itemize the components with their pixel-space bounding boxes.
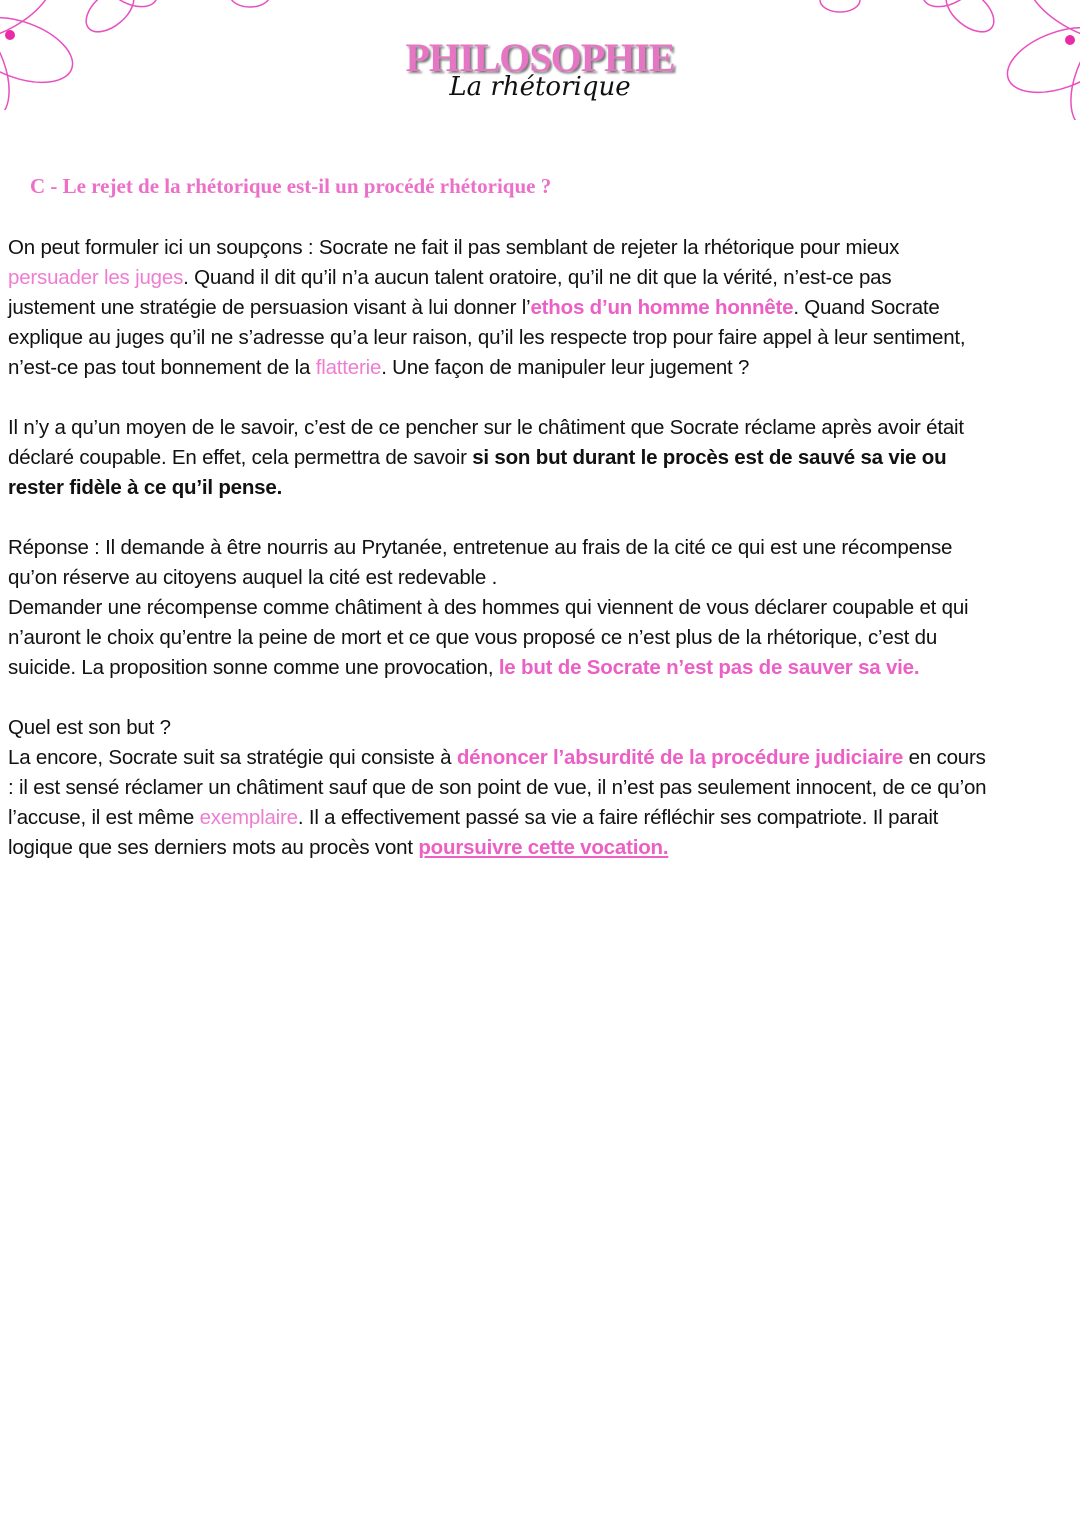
text-segment: . Il a effectivement passé sa vie a faire réfléchir ses compatriote. Il parait bbox=[297, 806, 939, 829]
text-line bbox=[8, 473, 1076, 503]
paragraph bbox=[8, 533, 1076, 683]
highlighted-text: le but de Socrate n’est pas de sauver sa vie. bbox=[498, 656, 920, 679]
text-segment: Réponse : Il demande à être nourris au Prytanée, entretenue au frais de la cité ce qui est une récompense bbox=[8, 536, 953, 559]
text-segment: logique que ses derniers mots au procès vont bbox=[8, 836, 419, 859]
text-line bbox=[8, 293, 1076, 323]
text-line bbox=[8, 443, 1076, 473]
text-segment: Quel est son but ? bbox=[8, 716, 171, 739]
text-line bbox=[8, 653, 1076, 683]
page-subtitle: La rhétorique bbox=[449, 72, 631, 102]
page-title: PHILOSOPHIE bbox=[405, 35, 675, 80]
text-segment: . Quand il dit qu’il n’a aucun talent oratoire, qu’il ne dit que la vérité, n’est-ce pas bbox=[183, 266, 892, 289]
paragraph-gap bbox=[8, 383, 1076, 413]
text-segment: La encore, Socrate suit sa stratégie qui consiste à bbox=[8, 746, 457, 769]
highlighted-text: exemplaire bbox=[199, 806, 298, 829]
text-segment: explique au juges qu’il ne s’adresse qu’a leur raison, qu’il les respecte trop pour faire appel à leur sentiment, bbox=[8, 326, 966, 349]
section-heading: C - Le rejet de la rhétorique est-il un procédé rhétorique ? bbox=[30, 174, 552, 198]
text-line bbox=[8, 743, 1076, 773]
text-line bbox=[8, 353, 1076, 383]
highlighted-text: si son but durant le procès est de sauvé sa vie ou bbox=[472, 446, 947, 469]
text-segment: déclaré coupable. En effet, cela permettra de savoir bbox=[8, 446, 473, 469]
highlighted-text: dénoncer l’absurdité de la procédure judiciaire bbox=[456, 746, 904, 769]
text-line bbox=[8, 533, 1076, 563]
paragraph-gap bbox=[8, 683, 1076, 713]
text-segment: Il n’y a qu’un moyen de le savoir, c’est de ce pencher sur le châtiment que Socrate réclame après avoir était bbox=[8, 416, 964, 439]
text-segment: qu’on réserve au citoyens auquel la cité est redevable . bbox=[8, 566, 498, 589]
text-line bbox=[8, 563, 1076, 593]
highlighted-text: ethos d’un homme honnête bbox=[530, 296, 794, 319]
text-segment: n’est-ce pas tout bonnement de la bbox=[8, 356, 316, 379]
text-line bbox=[8, 233, 1076, 263]
text-line bbox=[8, 323, 1076, 353]
text-segment: Demander une récompense comme châtiment à des hommes qui viennent de vous déclarer coupable et qui bbox=[8, 596, 969, 619]
text-line bbox=[8, 593, 1076, 623]
paragraph bbox=[8, 413, 1076, 503]
text-segment: On peut formuler ici un soupçons : Socrate ne fait il pas semblant de rejeter la rhétorique pour mieux bbox=[8, 236, 900, 259]
highlighted-text: rester fidèle à ce qu’il pense. bbox=[8, 476, 283, 499]
text-segment: . Quand Socrate bbox=[793, 296, 940, 319]
paragraph bbox=[8, 233, 1076, 383]
text-segment: justement une stratégie de persuasion visant à lui donner l’ bbox=[8, 296, 531, 319]
highlighted-text: persuader les juges bbox=[8, 266, 184, 289]
text-line bbox=[8, 263, 1076, 293]
text-line bbox=[8, 833, 1076, 863]
text-segment: en cours bbox=[903, 746, 986, 769]
highlighted-text: flatterie bbox=[315, 356, 382, 379]
text-line bbox=[8, 713, 1076, 743]
document-body bbox=[8, 233, 1076, 863]
text-segment: suicide. La proposition sonne comme une provocation, bbox=[8, 656, 499, 679]
text-line bbox=[8, 773, 1076, 803]
highlighted-text: poursuivre cette vocation. bbox=[418, 836, 669, 859]
text-segment: l’accuse, il est même bbox=[8, 806, 200, 829]
text-line bbox=[8, 623, 1076, 653]
text-line bbox=[8, 413, 1076, 443]
text-segment: : il est sensé réclamer un châtiment sauf que de son point de vue, il n’est pas seulement innocent, de ce qu’on bbox=[8, 776, 987, 799]
text-line bbox=[8, 803, 1076, 833]
paragraph-gap bbox=[8, 503, 1076, 533]
text-segment: n’auront le choix qu’entre la peine de mort et ce que vous proposé ce n’est plus de la rhétorique, c’est du bbox=[8, 626, 938, 649]
text-segment: . Une façon de manipuler leur jugement ? bbox=[381, 356, 750, 379]
paragraph bbox=[8, 713, 1076, 863]
